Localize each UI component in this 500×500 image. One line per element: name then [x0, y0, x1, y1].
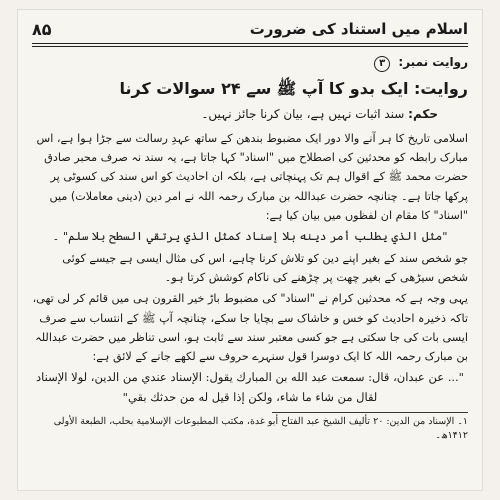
narration-label: روایت نمبر:: [398, 55, 468, 69]
paragraph-intro: اسلامی تاریخ کا ہر آنے والا دور ایک مضبوط بندھن کے ساتھ عہدِ رسالت سے جڑا ہوا ہے، اس مبارک رابطہ کو محدثین کی اصطلاح میں "اسناد" کہا جاتا ہے، یہ سند نہ صرف محبر صادق حضرت محمد ﷺ کے اقوال ہم تک پہنچاتی ہے، بلکہ ان احادیث کو اس سند کی کسوٹی پر پرکھا جاتا ہے۔ چنانچہ حضرت عبداللہ بن مبارک رحمہ اللہ نے امر دین (دینی معاملات) میں "اسناد" کا مقام ان لفظوں میں بیان کیا ہے:: [36, 131, 468, 222]
running-title: اسلام میں استناد کی ضرورت: [249, 20, 468, 38]
paragraph-isnad: یہی وجہ ہے کہ محدثین کرام نے "اسناد" کی مضبوط باڑ خیر القرون ہی میں قائم کر لی تھی، تاکہ ذخیرہ احادیث کو خس و خاشاک سے بچایا جا سکے، چنانچہ آپ ﷺ کے انتساب سے صرف ایسی بات کی جا سکتی ہے جو کسی معتبر سند سے ثابت ہو، اسی تناظر میں حضرت عبداللہ بن مبارک رحمہ اللہ کا ایک دوسرا قول سنہرے حروف سے لکھے جانے کے لائق ہے:: [32, 292, 468, 364]
footnote: ۱۔ الإسناد من الدين: ۲۰ تأليف الشيخ عبد الفتاح أبو غدة، مكتب المطبوعات الإسلامية بحلب، الطبعة الأولى ۱۴۱۲ھ۔: [53, 415, 468, 442]
ruling-label: حکم:: [408, 107, 438, 122]
header-rule-double: [32, 46, 468, 47]
page-content: [32, 52, 468, 482]
arabic-quote-2: "... عن عبدان، قال: سمعت عبد الله بن المبارك يقول: الإسناد عندي من الدين، لولا الإسناد لقال من شاء ما شاء، ولكن إذا قيل له من حدثك بقي": [36, 370, 464, 405]
narration-number-circle: ۳: [374, 56, 390, 72]
ruling: [32, 104, 438, 125]
narration-number: [32, 52, 468, 73]
footnote-rule: [272, 412, 468, 413]
book-page: [18, 10, 482, 490]
ruling-text: سند اثبات نہیں ہے، بیان کرنا جائز نہیں۔: [201, 107, 405, 122]
page-number: ٨۵: [32, 19, 52, 39]
header-rule: [32, 43, 468, 44]
arabic-quote: "مثل الذي يطلب أمر دينه بلا إسناد كمثل الذي يرتقي السطح بلا سلم" ۔: [52, 229, 448, 244]
page-header: [32, 16, 468, 42]
paragraph-explanation: جو شخص سند کے بغیر اپنے دین کو تلاش کرنا چاہے، اس کی مثال ایسی ہے جیسے کوئی شخص سیڑھی کے بغیر چھت پر چڑھنے کی ناکام کوشش کرتا ہو۔: [62, 251, 468, 285]
narration-headline: روایت: ایک بدو کا آپ ﷺ سے ۲۴ سوالات کرنا: [119, 78, 468, 98]
